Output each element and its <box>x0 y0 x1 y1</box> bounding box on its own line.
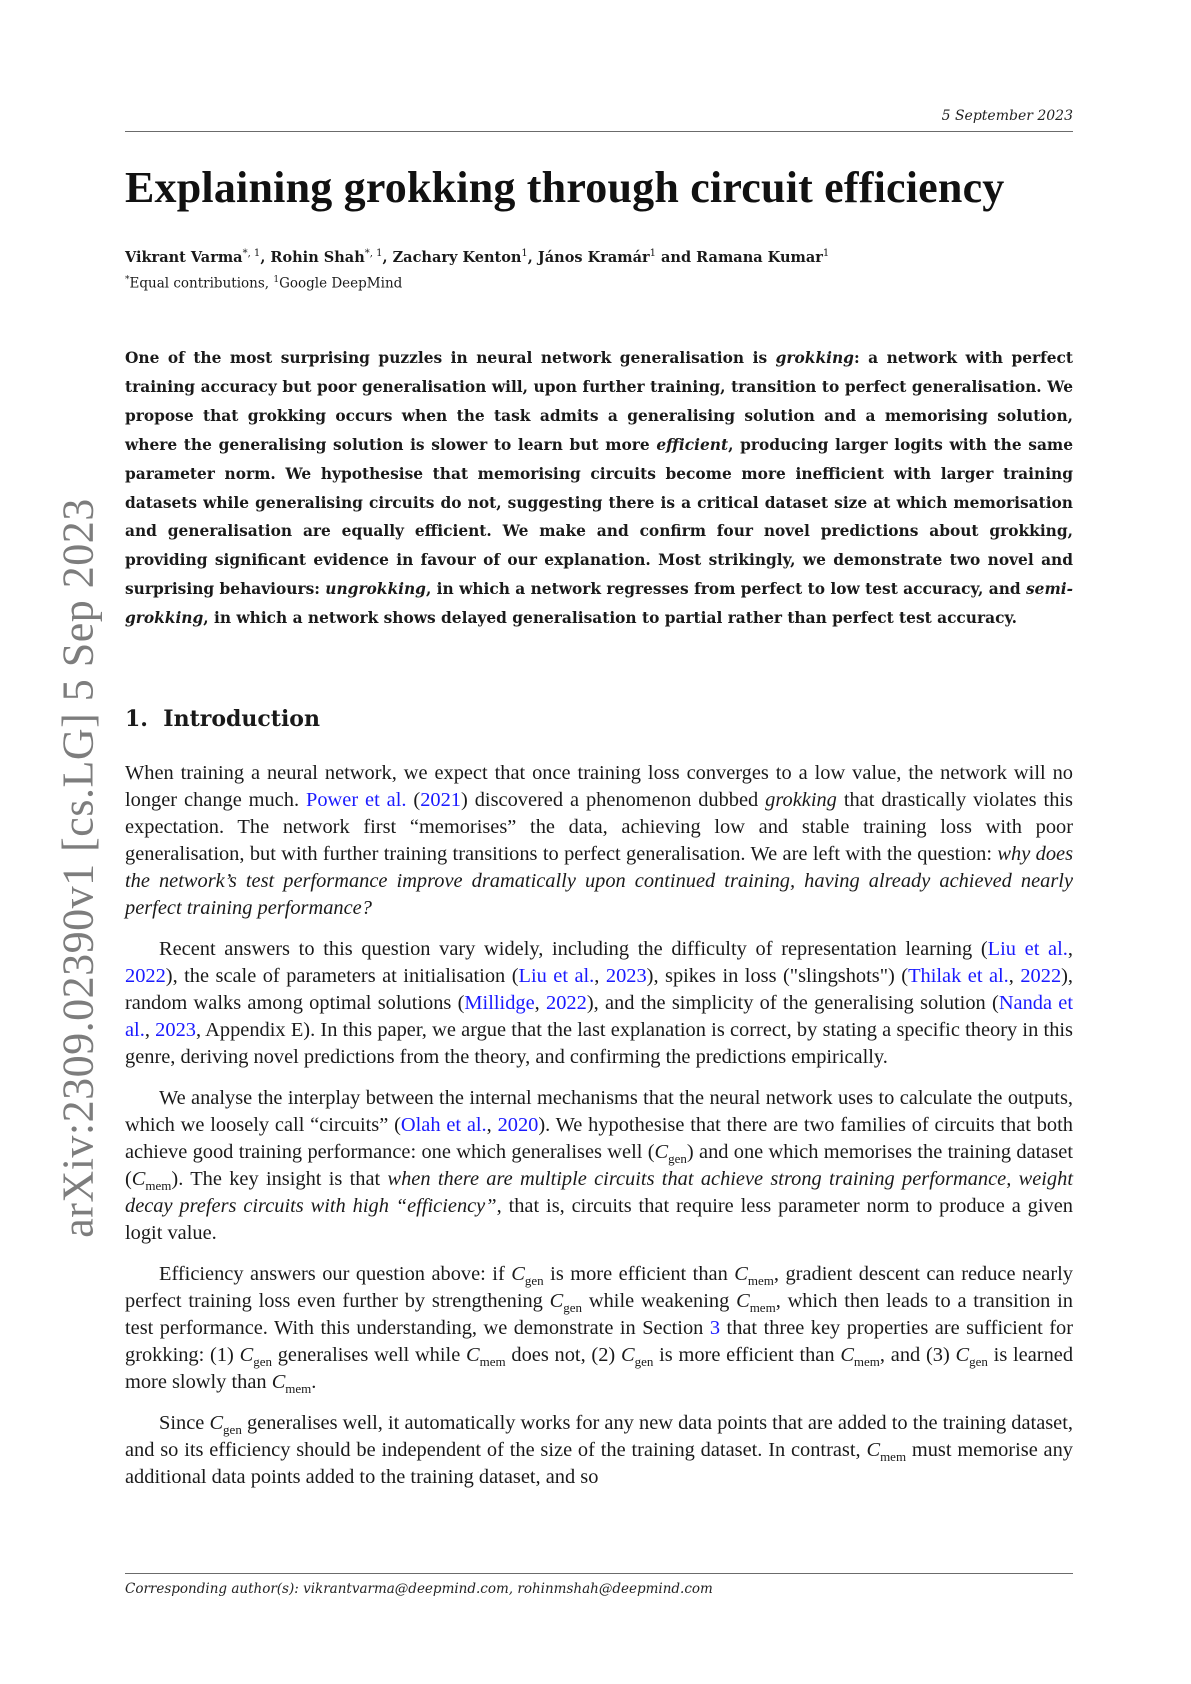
text: that three key properties are sufficient for grokking: (1) <box>125 1317 1073 1366</box>
text: , <box>1008 965 1021 987</box>
text: , and (3) <box>879 1344 956 1366</box>
author-list <box>125 248 829 266</box>
symbol-subscript: gen <box>223 1422 242 1438</box>
symbol-letter: C <box>209 1412 224 1434</box>
abstract-text: : a network with perfect training accuracy but poor generalisation will, upon further training, transition to perfect generalisation. We propose that grokking occurs when the task admits a generalising solution and a memorising solution, where the generalising solution is slower to learn but more <box>125 349 1073 454</box>
symbol-letter: C <box>654 1141 669 1163</box>
section-heading-introduction <box>125 706 320 732</box>
emphasis: grokking <box>765 789 837 811</box>
abstract-text: , in which a network shows delayed generalisation to partial rather than perfect test accuracy. <box>203 609 1017 628</box>
citation-link[interactable]: Nanda et al. <box>125 992 1074 1041</box>
citation-link[interactable]: Liu et al. <box>987 938 1068 960</box>
text: , <box>1067 938 1073 960</box>
text: generalises well while <box>271 1344 467 1366</box>
symbol-letter: C <box>271 1371 286 1393</box>
section-number: 1. <box>125 706 148 732</box>
introduction-body <box>125 760 1073 1505</box>
citation-year-link[interactable]: 2022 <box>546 992 587 1014</box>
symbol-subscript: mem <box>145 1178 172 1194</box>
symbol-letter: C <box>511 1263 525 1285</box>
citation-year-link[interactable]: 2023 <box>605 965 647 987</box>
abstract-text: , in which a network regresses from perfect to low test accuracy, and <box>425 580 1027 599</box>
symbol-subscript: gen <box>634 1354 654 1370</box>
symbol-c-mem <box>271 1371 312 1397</box>
text: . <box>311 1371 317 1393</box>
paper-title: Explaining grokking through circuit efficiency <box>125 163 1005 212</box>
author-marks: 1 <box>822 248 830 259</box>
text: is more efficient than <box>653 1344 841 1366</box>
symbol-c-gen <box>511 1263 544 1289</box>
abstract-term: ungrokking <box>325 580 426 599</box>
arxiv-identifier-stamp: arXiv:2309.02390v1 [cs.LG] 5 Sep 2023 <box>53 498 103 1238</box>
citation-year-link[interactable]: 2020 <box>497 1114 539 1136</box>
symbol-letter: C <box>131 1168 146 1190</box>
text: is more efficient than <box>543 1263 735 1285</box>
footer-divider <box>125 1573 1073 1574</box>
citation-link[interactable]: Liu et al. <box>518 965 595 987</box>
author-name: Vikrant Varma <box>125 248 243 266</box>
affiliation-mark: 1 <box>273 275 280 285</box>
author-marks: *, 1 <box>364 248 383 259</box>
symbol-subscript: gen <box>563 1300 583 1316</box>
symbol-letter: C <box>734 1263 748 1285</box>
citation-link[interactable]: Olah et al. <box>400 1114 487 1136</box>
text: , <box>594 965 606 987</box>
text: does not, (2) <box>505 1344 621 1366</box>
text: When training a neural network, we expect that once training loss converges to a low value, the network will no longer change much. <box>125 762 1073 811</box>
symbol-subscript: gen <box>524 1273 544 1289</box>
citation-year-link[interactable]: 2022 <box>125 965 166 987</box>
equal-contribution-note: Equal contributions, <box>129 275 274 292</box>
text: ( <box>406 789 421 811</box>
text: ). We hypothesise that there are two families of circuits that both achieve good training performance: one which generalises well ( <box>125 1114 1073 1163</box>
citation-year-link[interactable]: 2021 <box>420 789 461 811</box>
symbol-letter: C <box>549 1290 564 1312</box>
symbol-subscript: mem <box>479 1354 506 1370</box>
text: is learned more slowly than <box>125 1344 1074 1393</box>
symbol-c-gen <box>620 1344 654 1370</box>
section-title: Introduction <box>163 706 320 732</box>
text: must memorise any additional data points added to the training dataset, and so <box>125 1439 1073 1488</box>
symbol-c-mem <box>736 1290 776 1316</box>
header-date: 5 September 2023 <box>941 108 1073 124</box>
symbol-letter: C <box>736 1290 750 1312</box>
symbol-subscript: gen <box>253 1354 272 1370</box>
corresponding-authors: Corresponding author(s): vikrantvarma@deepmind.com, rohinmshah@deepmind.com <box>125 1581 713 1597</box>
author-name: Rohin Shah <box>270 248 365 266</box>
header-divider <box>125 131 1073 132</box>
symbol-subscript: mem <box>853 1354 880 1370</box>
author-name: Ramana Kumar <box>696 248 823 266</box>
symbol-c-mem <box>840 1344 880 1370</box>
text: , <box>144 1019 156 1041</box>
symbol-subscript: mem <box>749 1300 776 1316</box>
symbol-letter: C <box>466 1344 480 1366</box>
text: , that is, circuits that require less parameter norm to produce a given logit value. <box>125 1195 1073 1244</box>
abstract-term: efficient <box>656 435 729 454</box>
text: ), random walks among optimal solutions ( <box>125 965 1074 1014</box>
key-question: why does the network’s test performance improve dramatically upon continued training, having already achieved nearly perfect training performance? <box>125 843 1073 919</box>
text: ) discovered a phenomenon dubbed <box>461 789 766 811</box>
text: ), and the simplicity of the generalising solution ( <box>586 992 999 1014</box>
text: , <box>486 1114 498 1136</box>
author-name: János Kramár <box>537 248 650 266</box>
author-separator: , <box>527 248 538 266</box>
author-separator: , <box>260 248 271 266</box>
abstract-text: One of the most surprising puzzles in neural network generalisation is <box>125 349 776 367</box>
abstract <box>125 344 1073 633</box>
symbol-letter: C <box>955 1344 970 1366</box>
symbol-c-mem <box>466 1344 506 1370</box>
symbol-c-gen <box>239 1344 272 1370</box>
text: We analyse the interplay between the internal mechanisms that the neural network uses to calculate the outputs, which we loosely call “circuits” ( <box>125 1087 1073 1136</box>
symbol-letter: C <box>620 1344 635 1366</box>
abstract-term: grokking <box>775 349 854 367</box>
symbol-c-gen <box>654 1141 687 1167</box>
section-reference-link[interactable]: 3 <box>709 1317 721 1339</box>
text: ). The key insight is that <box>171 1168 388 1190</box>
symbol-c-mem <box>131 1168 172 1194</box>
symbol-c-mem <box>866 1439 907 1465</box>
symbol-subscript: gen <box>969 1354 988 1370</box>
abstract-term: semi-grokking <box>125 580 1073 628</box>
equal-contribution-mark: * <box>125 275 130 285</box>
citation-link[interactable]: Millidge <box>464 992 535 1014</box>
text: Since <box>159 1412 210 1434</box>
citation-link[interactable]: Power et al. <box>306 789 407 811</box>
symbol-subscript: mem <box>747 1273 774 1289</box>
text: ), spikes in loss ("slingshots") ( <box>646 965 909 987</box>
paragraph <box>125 1410 1073 1491</box>
text: generalises well, it automatically works for any new data points that are added to the training dataset, and so its efficiency should be independent of the size of the training dataset. In contrast, <box>125 1412 1073 1461</box>
text: , Appendix E). In this paper, we argue that the last explanation is correct, by stating a specific theory in this genre, deriving novel predictions from the theory, and confirming the predictions empirically. <box>125 1019 1073 1068</box>
symbol-letter: C <box>866 1439 881 1461</box>
text: that drastically violates this expectation. The network first “memorises” the data, achieving low and stable training loss with poor generalisation, but with further training transitions to perfect generalisation. We are left with the question: <box>125 789 1073 865</box>
citation-year-link[interactable]: 2022 <box>1020 965 1062 987</box>
author-marks: 1 <box>649 248 656 259</box>
text: ), the scale of parameters at initialisation ( <box>165 965 519 987</box>
author-name: Zachary Kenton <box>392 248 522 266</box>
author-marks: 1 <box>521 248 528 259</box>
affiliations <box>125 275 402 292</box>
author-separator: , <box>382 248 393 266</box>
text: Recent answers to this question vary widely, including the difficulty of representation learning ( <box>159 938 988 960</box>
author-marks: *, 1 <box>242 248 261 259</box>
paragraph <box>125 1261 1073 1396</box>
key-insight: when there are multiple circuits that achieve strong training performance, weight decay prefers circuits with high “efficiency” <box>125 1168 1073 1217</box>
symbol-subscript: mem <box>285 1381 312 1397</box>
text: ) and one which memorises the training dataset ( <box>125 1141 1073 1190</box>
text: , which then leads to a transition in test performance. With this understanding, we demonstrate in Section <box>125 1290 1073 1339</box>
symbol-c-gen <box>549 1290 583 1316</box>
author-separator: and <box>655 248 697 266</box>
citation-year-link[interactable]: 2023 <box>155 1019 196 1041</box>
symbol-letter: C <box>239 1344 254 1366</box>
symbol-subscript: mem <box>880 1449 907 1465</box>
symbol-c-mem <box>734 1263 774 1289</box>
symbol-subscript: gen <box>668 1151 687 1167</box>
symbol-c-gen <box>209 1412 242 1438</box>
text: Efficiency answers our question above: if <box>159 1263 512 1285</box>
abstract-text: , producing larger logits with the same parameter norm. We hypothesise that memorising circuits become more inefficient with larger training datasets while generalising circuits do not, suggesting there is a critical dataset size at which memorisation and generalisation are equally efficient. We make and confirm four novel predictions about grokking, providing significant evidence in favour of our explanation. Most strikingly, we demonstrate two novel and surprising behaviours: <box>125 435 1074 599</box>
symbol-letter: C <box>840 1344 854 1366</box>
symbol-c-gen <box>955 1344 988 1370</box>
text: , <box>534 992 547 1014</box>
paragraph <box>125 1085 1073 1247</box>
text: , gradient descent can reduce nearly perfect training loss even further by strengthening <box>125 1263 1073 1312</box>
citation-link[interactable]: Thilak et al. <box>908 965 1009 987</box>
affiliation-name: Google DeepMind <box>279 275 403 292</box>
paragraph <box>125 760 1073 922</box>
paragraph <box>125 936 1073 1071</box>
text: while weakening <box>582 1290 737 1312</box>
